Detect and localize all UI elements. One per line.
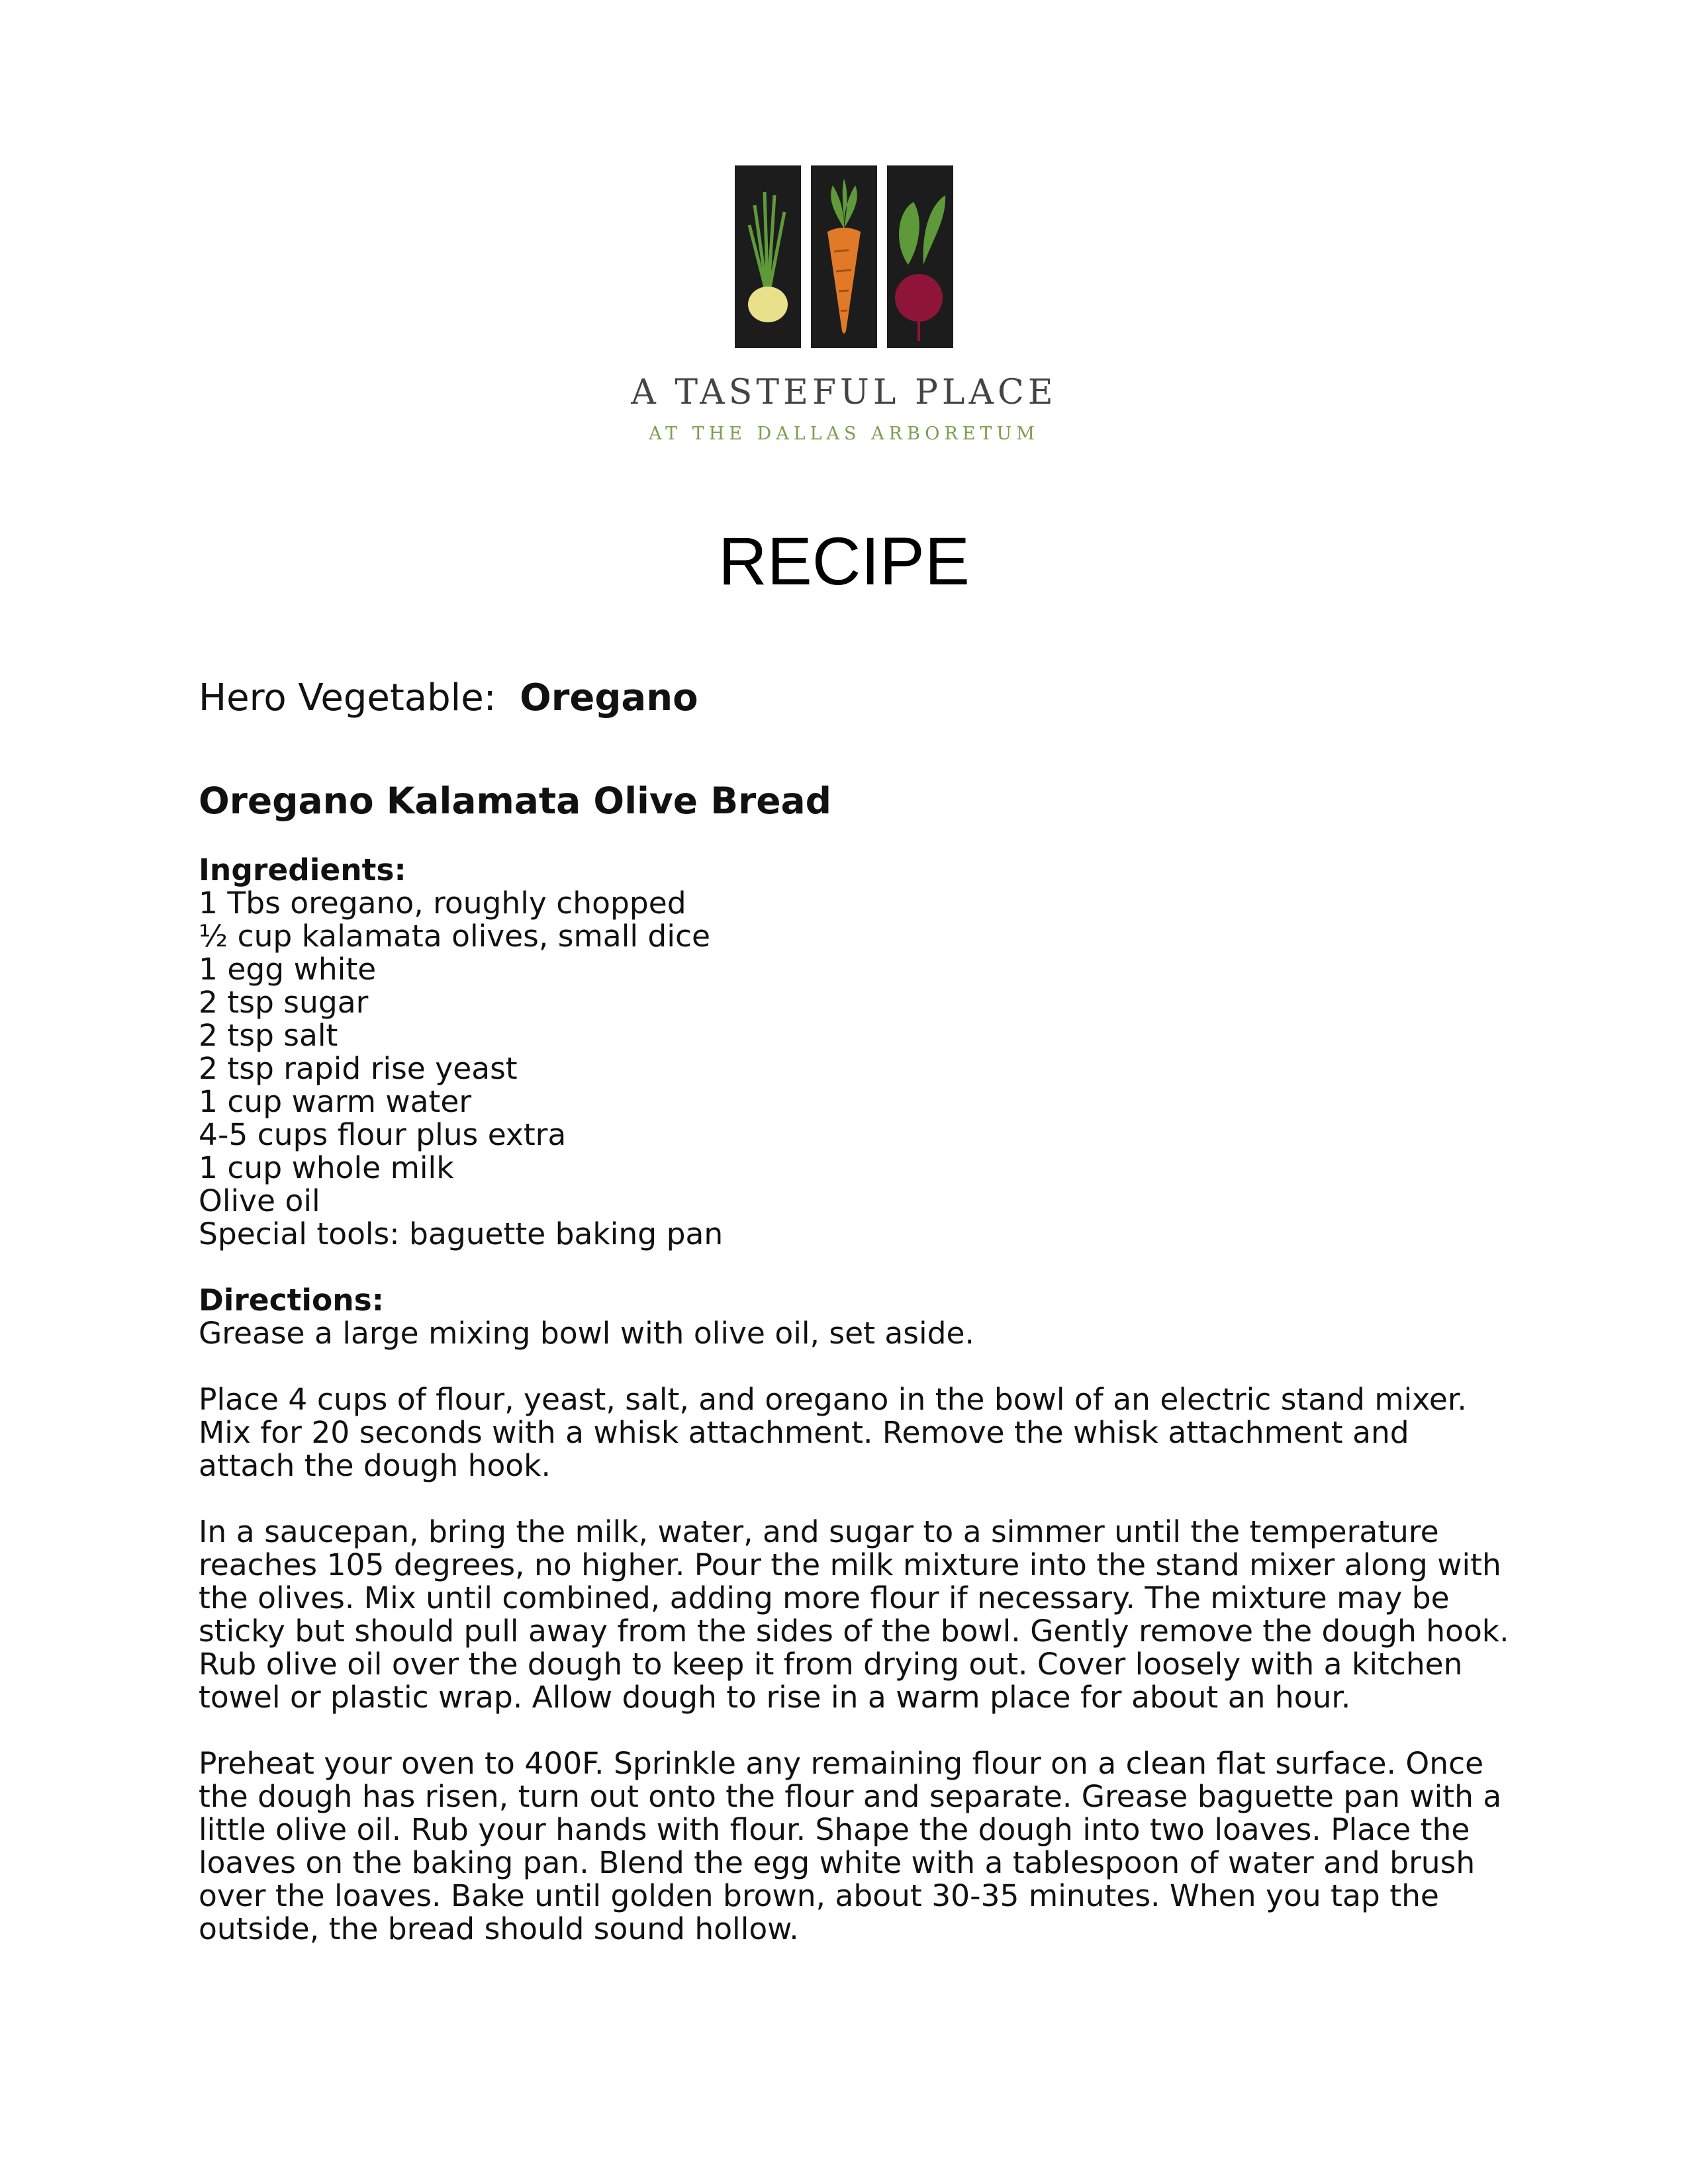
- page-title: RECIPE: [718, 523, 970, 599]
- direction-step: Preheat your oven to 400F. Sprinkle any remaining flour on a clean flat surface. Once the dough has risen, turn out onto the flour and separate. Grease baguette pan with a little olive oil. Rub your hands with flour. Shape the dough into two loaves. Place the loaves on the baking pan. Blend the egg white with a tablespoon of water and brush over the loaves. Bake until golden brown, about 30-35 minutes. When you tap the outside, the bread should sound hollow.: [199, 1746, 1502, 1946]
- direction-step: Grease a large mixing bowl with olive oil, set aside.: [199, 1316, 974, 1351]
- brand-subtitle: AT THE DALLAS ARBORETUM: [649, 424, 1039, 444]
- ingredient-item: 2 tsp rapid rise yeast: [199, 1051, 518, 1086]
- beet-root: [895, 274, 943, 322]
- ingredient-item: 4-5 cups flour plus extra: [199, 1117, 567, 1152]
- recipe-content: [199, 675, 1509, 1979]
- ingredient-item: 1 Tbs oregano, roughly chopped: [199, 886, 686, 921]
- recipe-title: Oregano Kalamata Olive Bread: [199, 780, 832, 822]
- ingredient-item: 1 cup whole milk: [199, 1150, 454, 1185]
- onion-bulb: [748, 287, 788, 322]
- ingredient-item: 1 cup warm water: [199, 1084, 472, 1119]
- hero-value: Oregano: [520, 676, 698, 719]
- ingredient-item: 2 tsp sugar: [199, 985, 369, 1020]
- direction-step: Place 4 cups of flour, yeast, salt, and oregano in the bowl of an electric stand mixer. Mix for 20 seconds with a whisk attachment. Remove the whisk attachment and attach the dough hook.: [199, 1382, 1467, 1483]
- vegetable-panels-logo-icon: [735, 165, 953, 348]
- ingredients-list: [199, 887, 1509, 1251]
- ingredient-item: ½ cup kalamata olives, small dice: [199, 919, 710, 954]
- ingredient-item: Olive oil: [199, 1183, 320, 1218]
- ingredient-item: Special tools: baguette baking pan: [199, 1216, 724, 1251]
- hero-vegetable: [199, 675, 1509, 721]
- direction-step: In a saucepan, bring the milk, water, and sugar to a simmer until the temperature reaches 105 degrees, no higher. Pour the milk mixture into the stand mixer along with the olives. Mix until combined, adding more flour if necessary. The mixture may be sticky but should pull away from the sides of the bowl. Gently remove the dough hook. Rub olive oil over the dough to keep it from drying out. Cover loosely with a kitchen towel or plastic wrap. Allow dough to rise in a warm place for about an hour.: [199, 1514, 1509, 1715]
- ingredient-item: 2 tsp salt: [199, 1018, 338, 1053]
- directions-heading: Directions:: [199, 1283, 384, 1318]
- ingredient-item: 1 egg white: [199, 952, 377, 987]
- hero-label: Hero Vegetable:: [199, 676, 496, 719]
- brand-name: A TASTEFUL PLACE: [631, 373, 1057, 412]
- ingredients-heading: Ingredients:: [199, 852, 406, 887]
